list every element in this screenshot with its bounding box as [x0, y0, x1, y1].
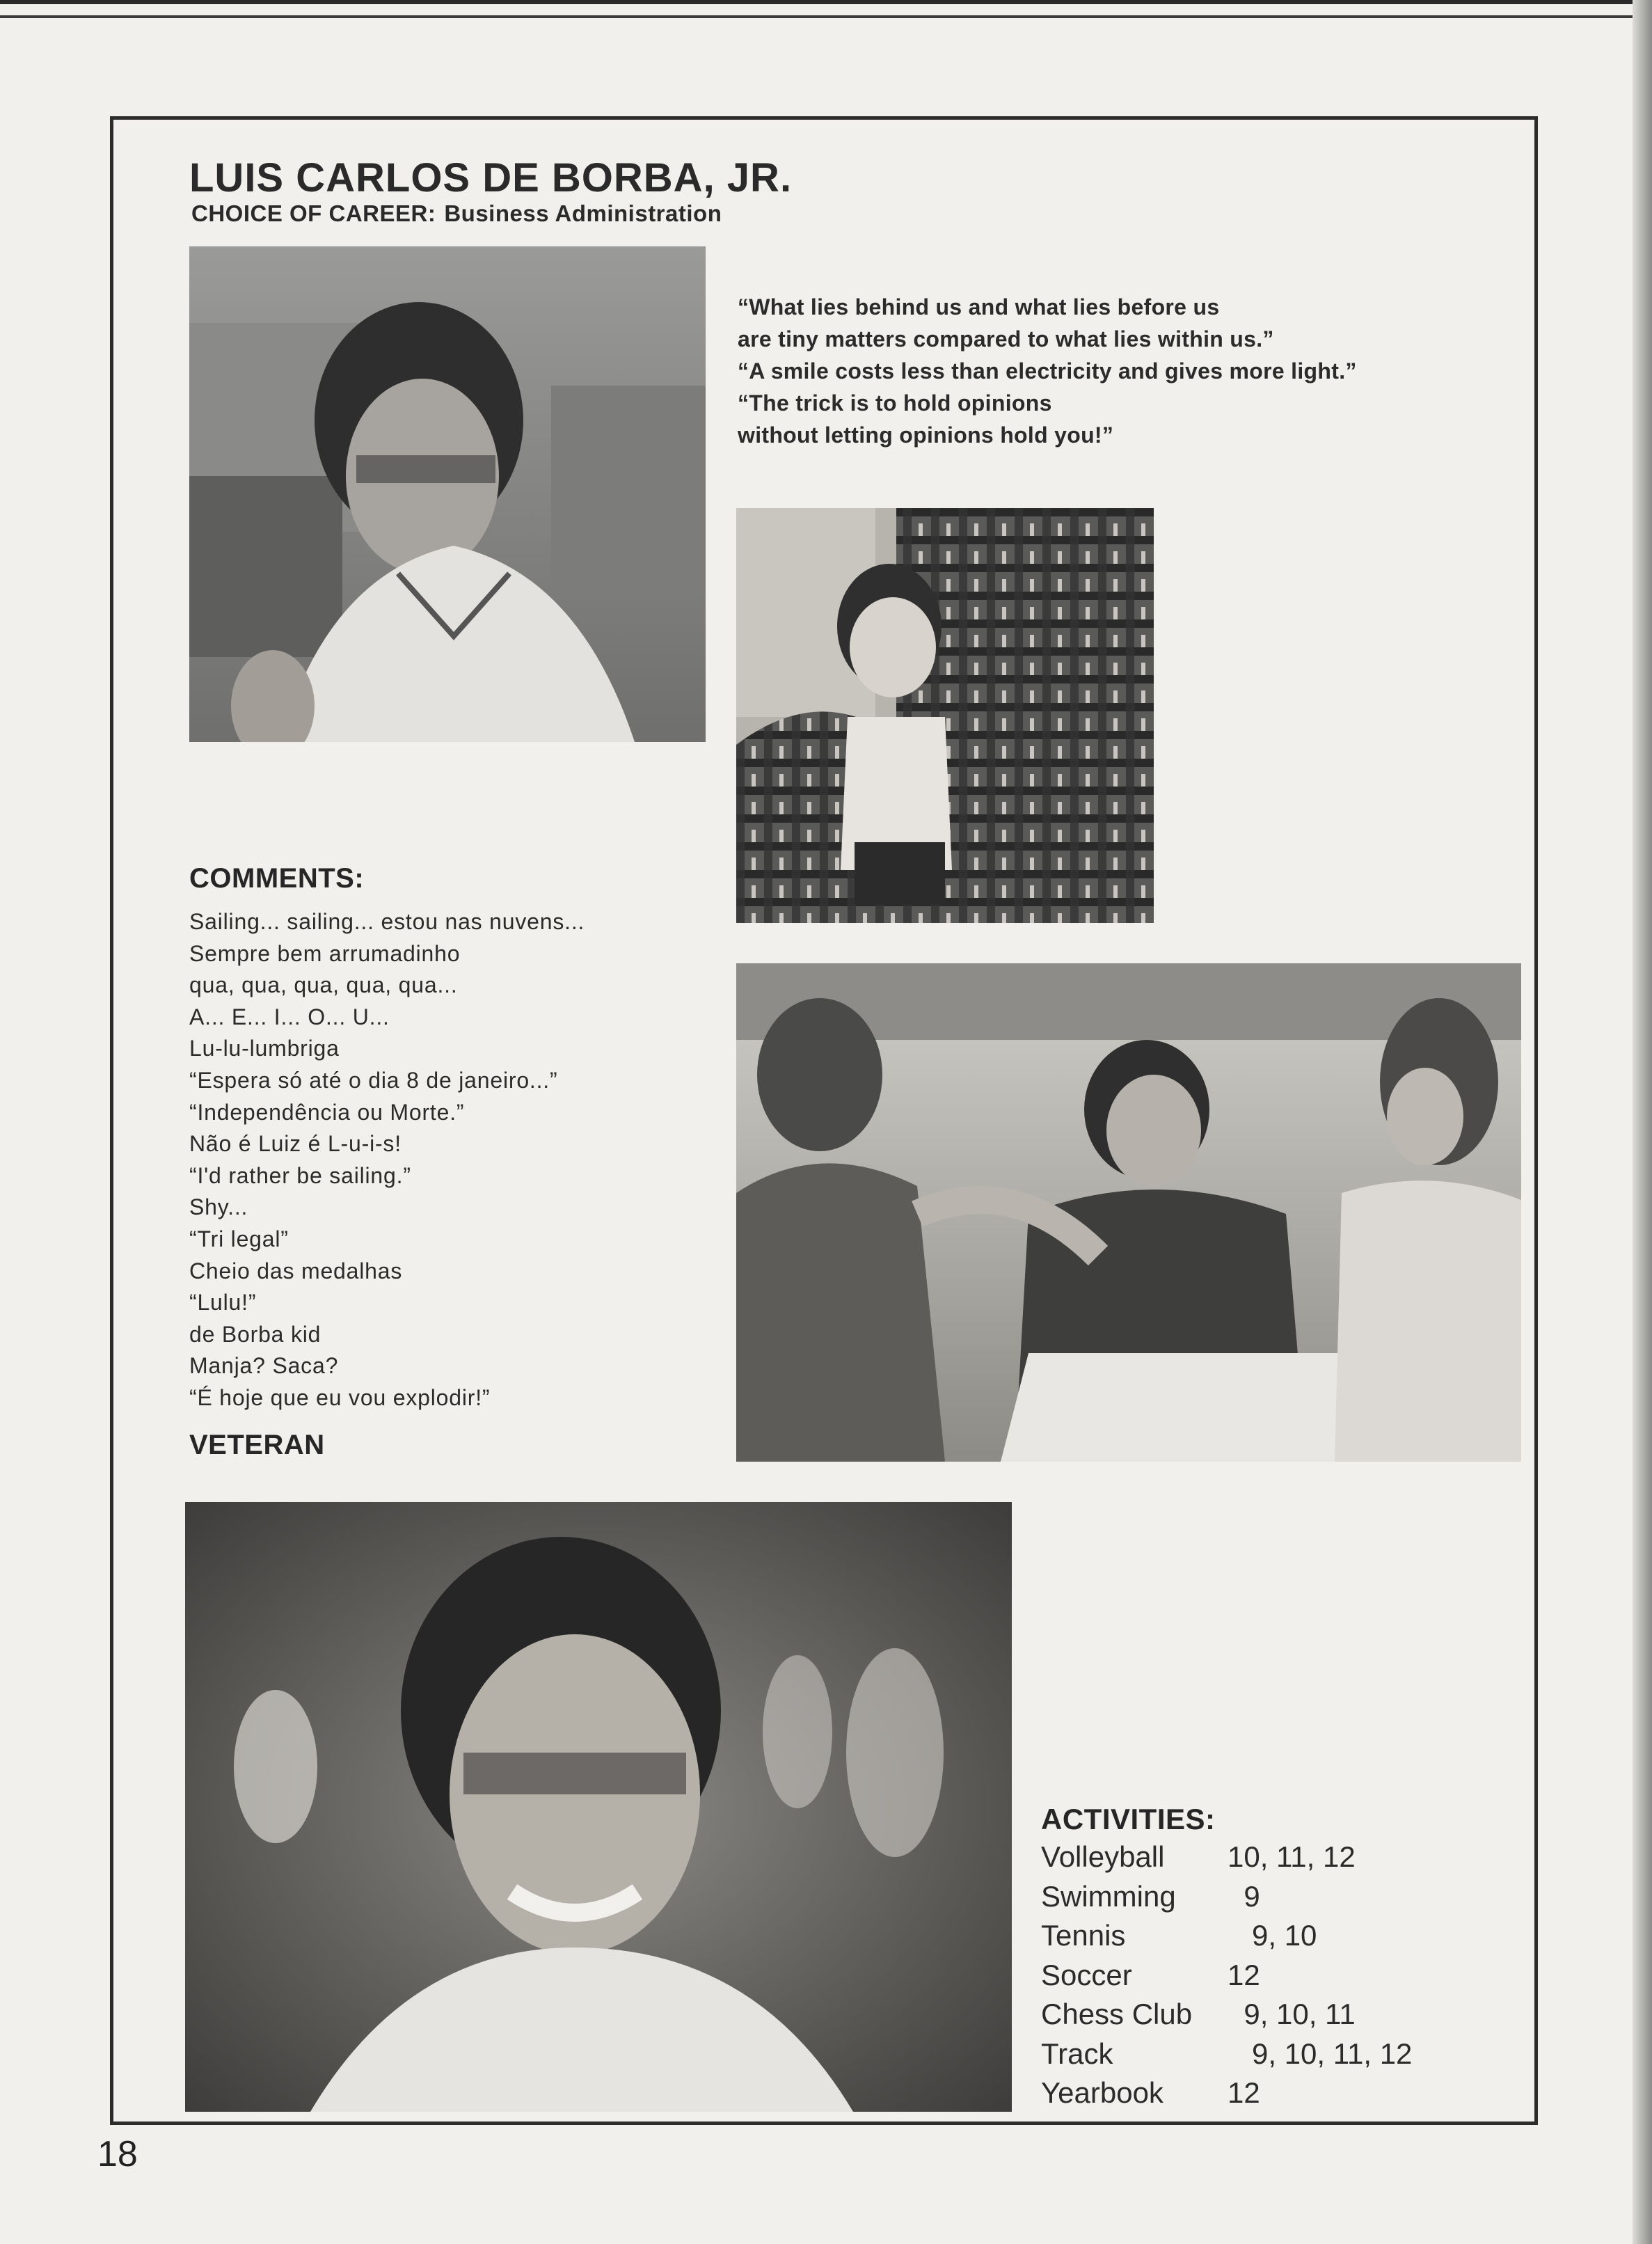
comment-line: Sailing... sailing... estou nas nuvens...	[189, 909, 585, 934]
comment-line: “Tri legal”	[189, 1226, 289, 1251]
comment-line: “Lulu!”	[189, 1290, 257, 1315]
activity-years: 12	[1228, 2076, 1260, 2109]
comment-line: Sempre bem arrumadinho	[189, 940, 461, 966]
comments-list	[189, 906, 718, 1414]
comment-line: “É hoje que eu vou explodir!”	[189, 1384, 491, 1410]
quote-line: “A smile costs less than electricity and gives more light.”	[738, 358, 1357, 384]
comment-line: “Espera só até o dia 8 de janeiro...”	[189, 1067, 558, 1093]
comments-heading: COMMENTS:	[189, 863, 365, 894]
activity-name: Volleyball	[1041, 1840, 1165, 1873]
activity-name: Soccer	[1041, 1958, 1132, 1991]
comment-line: de Borba kid	[189, 1321, 321, 1347]
childhood-photo	[736, 508, 1154, 923]
comment-line: Manja? Saca?	[189, 1353, 339, 1379]
page-binding-edge	[1633, 0, 1652, 2244]
quote-line: “The trick is to hold opinions	[738, 390, 1052, 416]
page-top-edge	[0, 0, 1652, 19]
portrait-photo-smiling	[185, 1502, 1012, 2112]
activity-years: 12	[1228, 1958, 1260, 1991]
activity-years: 10, 11, 12	[1228, 1840, 1356, 1873]
activity-name: Swimming	[1041, 1879, 1176, 1913]
activity-years: 9, 10, 11, 12	[1228, 2037, 1413, 2070]
activity-name: Chess Club	[1041, 1998, 1193, 2030]
career-value: Business Administration	[444, 200, 722, 226]
portrait-photo-cafe	[189, 246, 706, 742]
page-number: 18	[97, 2134, 138, 2174]
comment-line: Lu-lu-lumbriga	[189, 1036, 340, 1061]
quotes-block	[738, 291, 1468, 451]
comment-line: Cheio das medalhas	[189, 1258, 403, 1283]
activities-heading: ACTIVITIES:	[1041, 1803, 1216, 1835]
comment-line: “Independência ou Morte.”	[189, 1099, 465, 1125]
comment-line: qua, qua, qua, qua, qua...	[189, 972, 458, 998]
activity-years: 9	[1228, 1879, 1260, 1913]
quote-line: without letting opinions hold you!”	[738, 422, 1114, 448]
activity-name: Tennis	[1041, 1919, 1126, 1952]
activity-name: Yearbook	[1041, 2076, 1163, 2109]
comment-line: A... E... I... O... U...	[189, 1004, 390, 1029]
career-label: CHOICE OF CAREER:	[191, 200, 436, 226]
comment-line: Shy...	[189, 1194, 248, 1220]
quote-line: “What lies behind us and what lies before us	[738, 294, 1220, 319]
activity-name: Track	[1041, 2037, 1113, 2070]
comment-line: “I'd rather be sailing.”	[189, 1162, 411, 1188]
activity-years: 9, 10, 11	[1228, 1998, 1356, 2030]
comment-line: Não é Luiz é L-u-i-s!	[189, 1131, 402, 1157]
activity-years: 9, 10	[1228, 1919, 1317, 1952]
student-name: LUIS CARLOS DE BORBA, JR.	[189, 155, 793, 200]
quote-line: are tiny matters compared to what lies within us.”	[738, 326, 1274, 351]
veteran-label: VETERAN	[189, 1430, 325, 1460]
group-photo-friends	[736, 963, 1521, 1462]
career-line	[191, 200, 722, 227]
